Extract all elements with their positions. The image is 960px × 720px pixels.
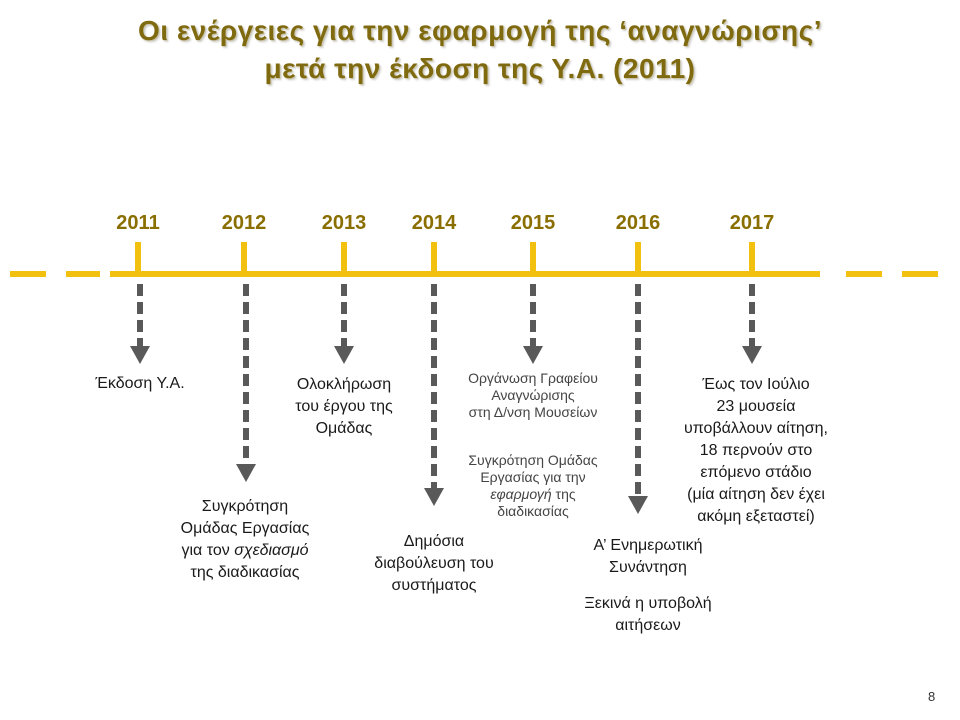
event-2016-label-2 [558,593,738,637]
event-2015a-line3: στη Δ/νση Μουσείων [468,404,598,420]
page-number: 8 [928,689,936,704]
event-2016-label-1 [568,535,728,579]
year-label-2012: 2012 [221,212,267,234]
event-2016a-line2: Συνάντηση [609,559,687,576]
event-2016a-line1: Α’ Ενημερωτική [593,537,703,554]
year-label-2013: 2013 [321,212,367,234]
event-2014-line2: διαβούλευση του [374,555,494,572]
event-2017-line3: υποβάλλουν αίτηση, [683,420,828,437]
event-2015b-line2: Εργασίας για την [480,469,586,485]
arrow-head-2017 [742,346,762,364]
event-2015b-line1: Συγκρότηση Ομάδας [468,452,598,468]
event-2011-label [60,373,220,395]
year-label-2016: 2016 [615,212,661,234]
arrow-head-2011 [130,346,150,364]
event-2012-line3 [160,540,330,562]
event-2015a-line1: Οργάνωση Γραφείου [468,370,598,386]
event-2013-line3: Ομάδας [315,420,373,437]
event-2014-line1: Δημόσια [403,533,465,550]
event-2017-line6: (μία αίτηση δεν έχει [687,486,825,503]
slide-title-line2: μετά την έκδοση της Υ.Α. (2011) [264,53,696,84]
event-2012-line1: Συγκρότηση [201,498,289,515]
event-2016b-line1: Ξεκινά η υποβολή [584,595,712,612]
arrow-head-2012 [236,464,256,482]
event-2012-label [160,496,330,584]
event-2012-line4: της διαδικασίας [190,564,300,581]
arrow-head-2015 [523,346,543,364]
event-2013-line1: Ολοκλήρωση [296,376,392,393]
event-2015b-line4: διαδικασίας [497,503,569,519]
event-2016b-line2: αιτήσεων [615,617,681,634]
arrow-head-2014 [424,488,444,506]
year-label-2015: 2015 [510,212,556,234]
event-2013-label [274,374,414,440]
event-2011-line: Έκδοση Υ.Α. [95,375,185,392]
slide-title-line1: Οι ενέργειες για την εφαρμογή της ‘αναγνώρισης’ [138,15,822,46]
event-2015b-line3-text: της [551,486,576,502]
event-2017-line5: επόμενο στάδιο [700,464,812,481]
event-2015-label-2 [443,452,623,520]
event-2017-line1: Έως τον Ιούλιο [702,376,810,393]
event-2017-line7: ακόμη εξεταστεί) [697,508,815,525]
event-2013-line2: του έργου της [295,398,393,415]
event-2015b-emphasis: εφαρμογή [490,486,552,502]
arrow-head-2013 [334,346,354,364]
event-2012-line3-text: για τον [181,542,235,559]
event-2017-line2: 23 μουσεία [716,398,796,415]
event-2017-label [666,374,846,528]
event-2014-label [356,531,512,597]
event-2015-label-1 [443,370,623,421]
year-label-2017: 2017 [729,212,775,234]
event-2014-line3: συστήματος [391,577,477,594]
event-2015a-line2: Αναγνώρισης [491,387,575,403]
event-2012-line2: Ομάδας Εργασίας [180,520,310,537]
event-2012-emphasis: σχεδιασμό [234,542,309,559]
arrow-head-2016 [628,496,648,514]
year-label-2014: 2014 [411,212,457,234]
event-2015b-line3 [443,486,623,503]
year-label-2011: 2011 [116,212,160,234]
event-2017-line4: 18 περνούν στο [699,442,813,459]
